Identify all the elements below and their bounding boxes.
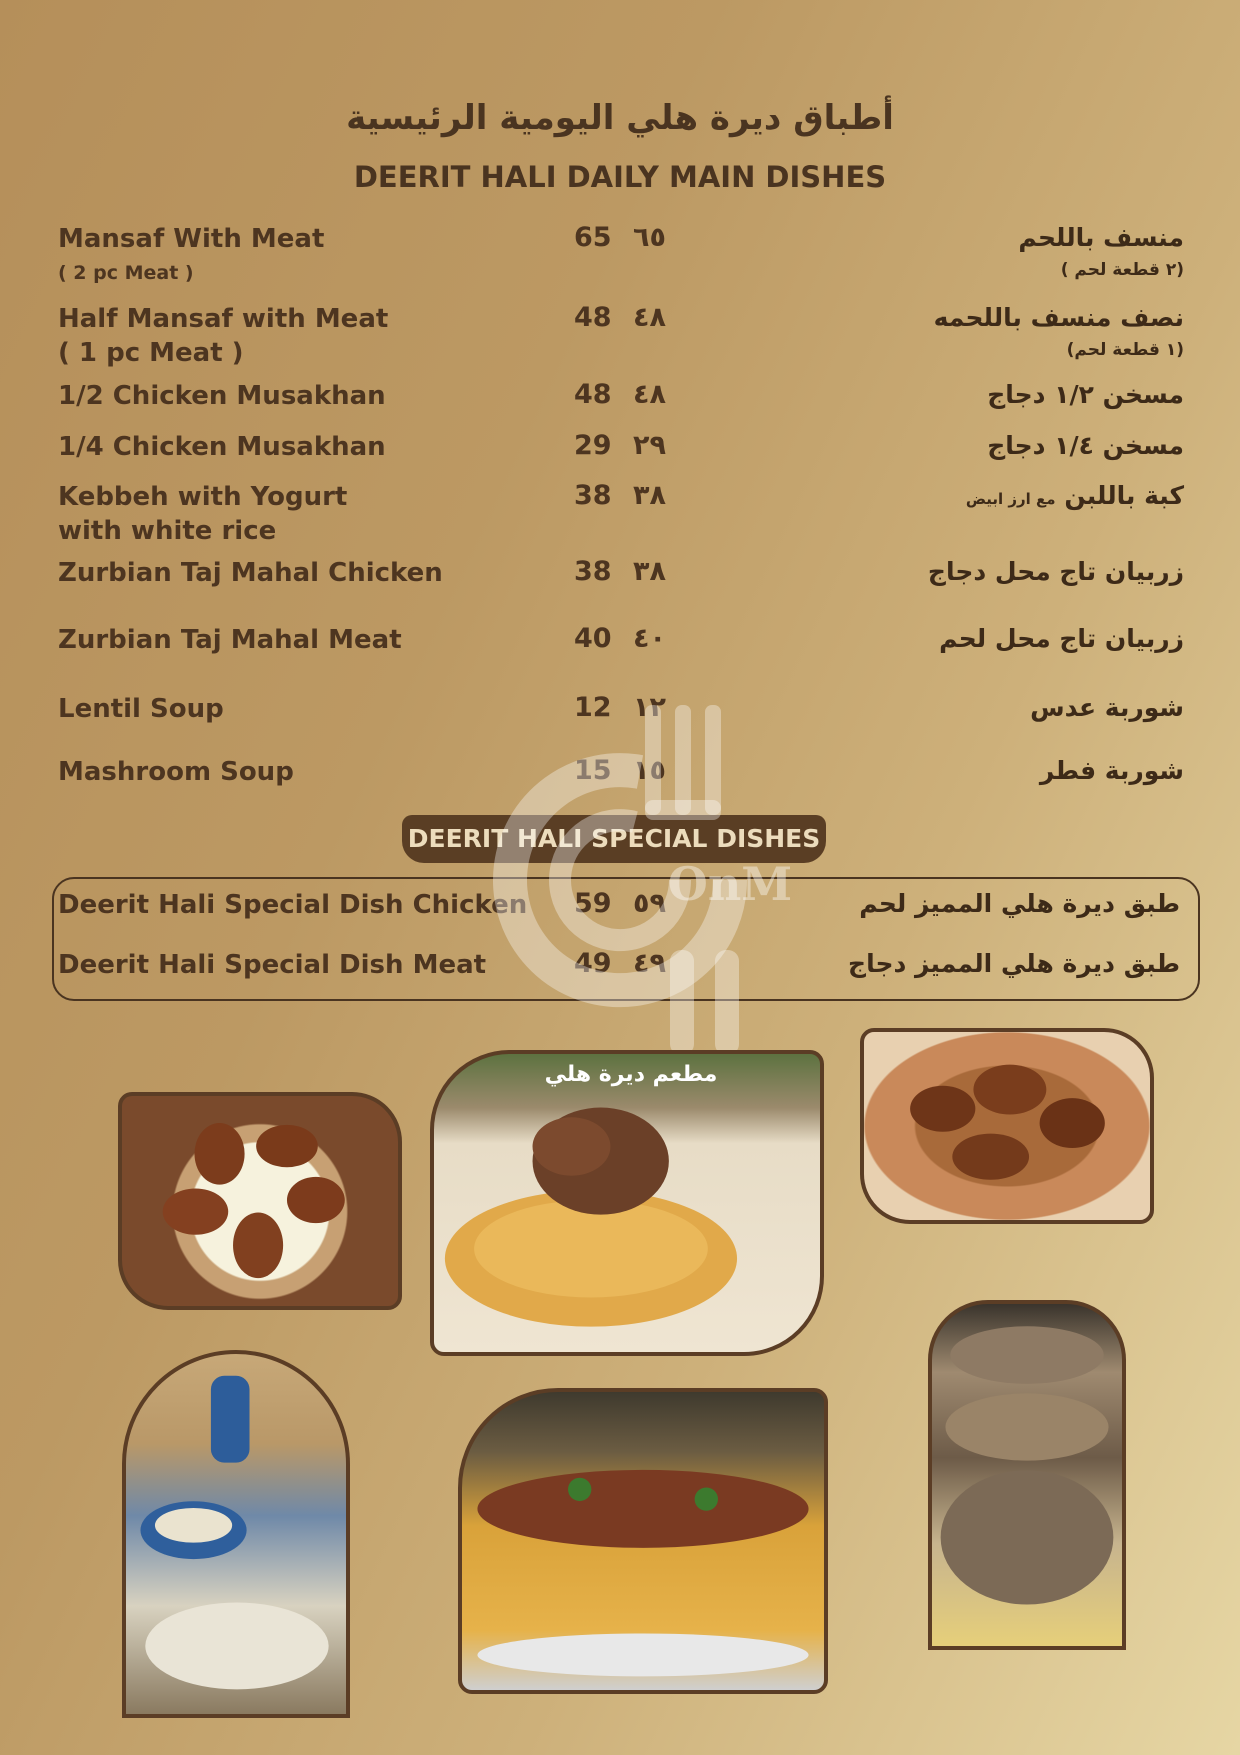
soup-platter-photo (122, 1350, 350, 1718)
dish-name-en: Deerit Hali Special Dish Meat (58, 950, 487, 980)
dish-name-ar: منسف باللحم (٢ قطعة لحم ) (1018, 223, 1184, 280)
dish-price-ar: ٤٨ (633, 379, 666, 410)
dish-price: 65 (574, 222, 612, 253)
dish-name-en: Zurbian Taj Mahal Meat (58, 625, 402, 655)
dish-price: 38 (574, 556, 612, 587)
dish-price-ar: ٤٩ (633, 948, 666, 979)
dish-name-en: Lentil Soup (58, 694, 224, 724)
dish-name-en: 1/4 Chicken Musakhan (58, 432, 386, 462)
dish-name-ar: كبة باللبن مع ارز ابيض (965, 481, 1184, 510)
dish-price-ar: ٥٩ (633, 888, 666, 919)
dish-price: 29 (574, 430, 612, 461)
dish-name-ar: مسخن ١/٤ دجاج (987, 431, 1184, 460)
dish-price-ar: ٤٠ (633, 623, 666, 654)
dish-name-ar: زربيان تاج محل لحم (939, 624, 1184, 653)
dish-price: 48 (574, 302, 612, 333)
dish-price: 38 (574, 480, 612, 511)
dish-name-en: Half Mansaf with Meat ( 1 pc Meat ) (58, 304, 389, 368)
dish-price: 48 (574, 379, 612, 410)
zurbian-photo (458, 1388, 828, 1694)
dish-name-ar: شوربة عدس (1030, 693, 1184, 722)
dish-name-en: Mashroom Soup (58, 757, 294, 787)
dish-name-en: Mansaf With Meat ( 2 pc Meat ) (58, 224, 325, 284)
kebbeh-photo (118, 1092, 402, 1310)
dish-price-ar: ٦٥ (633, 222, 666, 253)
dish-name-ar: شوربة فطر (1039, 756, 1184, 785)
mansaf-photo (430, 1050, 824, 1356)
musakhan-photo (860, 1028, 1154, 1224)
dish-price: 49 (574, 948, 612, 979)
dish-name-en: Kebbeh with Yogurt with white rice (58, 482, 348, 546)
dish-price-ar: ١٢ (633, 692, 666, 723)
dish-price-ar: ٢٩ (633, 430, 666, 461)
dish-name-en: Zurbian Taj Mahal Chicken (58, 558, 443, 588)
page-title-ar: أطباق ديرة هلي اليومية الرئيسية (346, 98, 894, 138)
dish-price: 15 (574, 755, 612, 786)
dish-name-ar: طبق ديرة هلي المميز لحم (859, 889, 1180, 918)
dish-name-en: Deerit Hali Special Dish Chicken (58, 890, 528, 920)
dish-price-ar: ٤٨ (633, 302, 666, 333)
dish-price-ar: ١٥ (633, 755, 666, 786)
musakhan-rolls-photo (928, 1300, 1126, 1650)
photo-caption: مطعم ديرة هلي (544, 1062, 718, 1087)
special-dishes-heading: DEERIT HALI SPECIAL DISHES (402, 815, 826, 863)
page-title-en: DEERIT HALI DAILY MAIN DISHES (353, 160, 887, 194)
watermark-text: OnM (667, 857, 793, 911)
dish-price: 59 (574, 888, 612, 919)
dish-name-ar: زربيان تاج محل دجاج (927, 557, 1184, 586)
dish-name-ar: نصف منسف باللحمه (١ قطعة لحم) (933, 303, 1184, 360)
dish-name-en: 1/2 Chicken Musakhan (58, 381, 386, 411)
dish-price-ar: ٣٨ (633, 556, 666, 587)
dish-price-ar: ٣٨ (633, 480, 666, 511)
dish-price: 40 (574, 623, 612, 654)
dish-name-ar: مسخن ١/٢ دجاج (987, 380, 1184, 409)
dish-price: 12 (574, 692, 612, 723)
dish-name-ar: طبق ديرة هلي المميز دجاج (848, 949, 1180, 978)
